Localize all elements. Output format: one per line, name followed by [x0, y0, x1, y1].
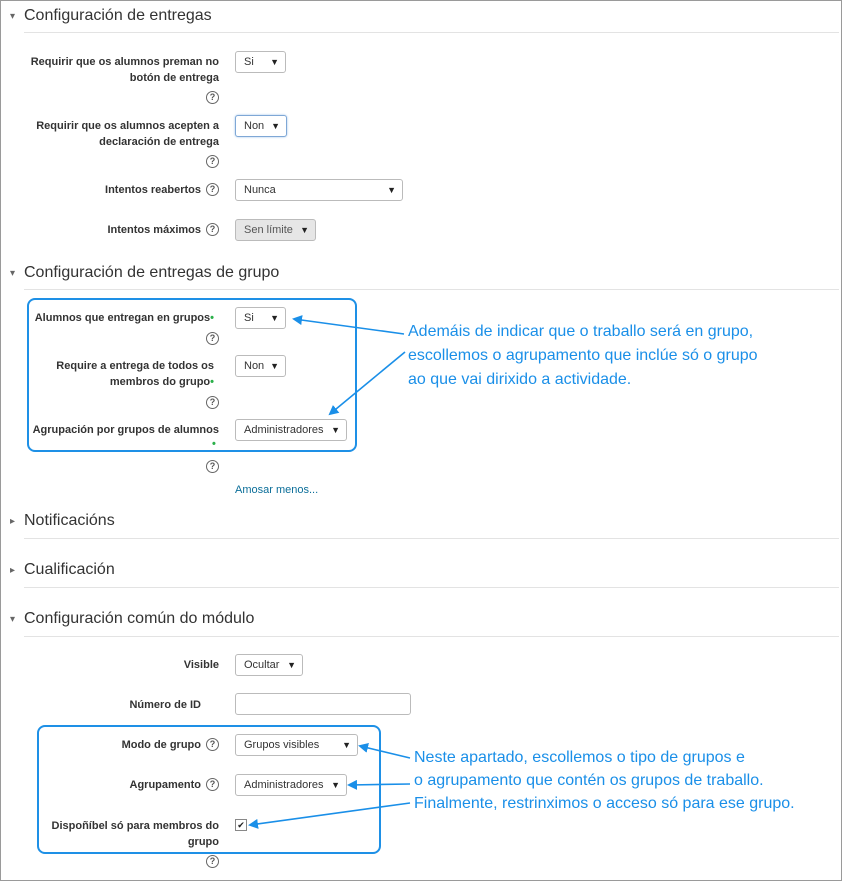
select-value: Non — [244, 360, 265, 372]
label-text: Alumnos que entregan en grupos — [34, 312, 211, 324]
label-line: Requirir que os alumnos acepten a — [36, 120, 219, 132]
help-icon[interactable]: ? — [206, 460, 219, 473]
help-icon[interactable]: ? — [206, 738, 219, 751]
arrow-to-agrupamento-select — [349, 784, 410, 785]
field-label-intentos-maximos: Intentos máximos — [107, 224, 201, 236]
label-line: botón de entrega — [129, 72, 219, 84]
label-line: declaración de entrega — [99, 136, 219, 148]
select-value: Administradores — [244, 424, 324, 436]
note-line: o agrupamento que contén os grupos de traballo. — [414, 772, 764, 789]
disponibel-checkbox[interactable]: ✔ — [235, 819, 247, 831]
expanded-caret-icon: ▾ — [10, 267, 16, 279]
dropdown-arrow-icon: ▼ — [271, 121, 280, 131]
select-value: Ocultar — [244, 659, 280, 671]
label-line: Dispoñíbel só para membros do — [51, 820, 219, 832]
help-icon[interactable]: ? — [206, 183, 219, 196]
dropdown-arrow-icon: ▼ — [300, 225, 309, 235]
note-line: escollemos o agrupamento que inclúe só o grupo — [408, 347, 758, 364]
help-icon[interactable]: ? — [206, 855, 219, 868]
select-value: Si — [244, 56, 254, 68]
amosar-menos-link[interactable]: Amosar menos... — [235, 484, 319, 496]
label-text: Agrupación por grupos de alumnos — [32, 424, 219, 436]
label-line: membros do grupo — [109, 376, 211, 388]
section-title: Configuración de entregas de grupo — [24, 264, 280, 281]
help-icon[interactable]: ? — [206, 396, 219, 409]
field-label-intentos-reabertos: Intentos reabertos — [105, 184, 201, 196]
help-icon[interactable]: ? — [206, 332, 219, 345]
label-line: Requirir que os alumnos preman no — [30, 56, 219, 68]
field-label-modo-grupo: Modo de grupo — [121, 739, 201, 751]
select-value: Sen límite — [244, 224, 293, 236]
section-title: Configuración de entregas — [24, 7, 212, 24]
dropdown-arrow-icon: ▼ — [387, 185, 396, 195]
expanded-caret-icon: ▾ — [10, 10, 16, 22]
select-value: Si — [244, 312, 254, 324]
section-title: Cualificación — [24, 561, 115, 578]
dropdown-arrow-icon: ▼ — [270, 361, 279, 371]
arrow-to-agrupacion-select — [330, 352, 405, 414]
required-icon: • — [210, 376, 214, 388]
note-line: Neste apartado, escollemos o tipo de grupos e — [414, 749, 745, 766]
dropdown-arrow-icon: ▼ — [331, 425, 340, 435]
label-line: grupo — [187, 836, 219, 848]
dropdown-arrow-icon: ▼ — [287, 660, 296, 670]
collapsed-caret-icon: ▸ — [10, 564, 16, 576]
help-icon[interactable]: ? — [206, 155, 219, 168]
arrow-to-modo-select — [360, 746, 410, 758]
select-value: Grupos visibles — [244, 739, 320, 751]
dropdown-arrow-icon: ▼ — [270, 57, 279, 67]
help-icon[interactable]: ? — [206, 223, 219, 236]
arrow-to-disponibel-checkbox — [250, 803, 410, 825]
note-line: ao que vai dirixido a actividade. — [408, 371, 632, 388]
required-icon: • — [210, 312, 214, 324]
dropdown-arrow-icon: ▼ — [342, 740, 351, 750]
expanded-caret-icon: ▾ — [10, 613, 16, 625]
dropdown-arrow-icon: ▼ — [270, 313, 279, 323]
section-title: Configuración común do módulo — [24, 610, 255, 627]
note-line: Finalmente, restrinximos o acceso só para ese grupo. — [414, 795, 795, 812]
select-value: Nunca — [244, 184, 276, 196]
field-label-visible: Visible — [183, 659, 219, 671]
note-line: Ademáis de indicar que o traballo será en grupo, — [408, 323, 754, 340]
label-line: Require a entrega de todos os — [56, 360, 214, 372]
help-icon[interactable]: ? — [206, 91, 219, 104]
field-label-numero-id: Número de ID — [129, 699, 201, 711]
arrow-to-alumnos-select — [294, 319, 404, 334]
required-icon: • — [212, 438, 216, 450]
section-title: Notificacións — [24, 512, 115, 529]
select-value: Administradores — [244, 779, 324, 791]
collapsed-caret-icon: ▸ — [10, 515, 16, 527]
help-icon[interactable]: ? — [206, 778, 219, 791]
field-label-agrupamento: Agrupamento — [129, 779, 201, 791]
dropdown-arrow-icon: ▼ — [331, 780, 340, 790]
select-value: Non — [244, 120, 265, 132]
